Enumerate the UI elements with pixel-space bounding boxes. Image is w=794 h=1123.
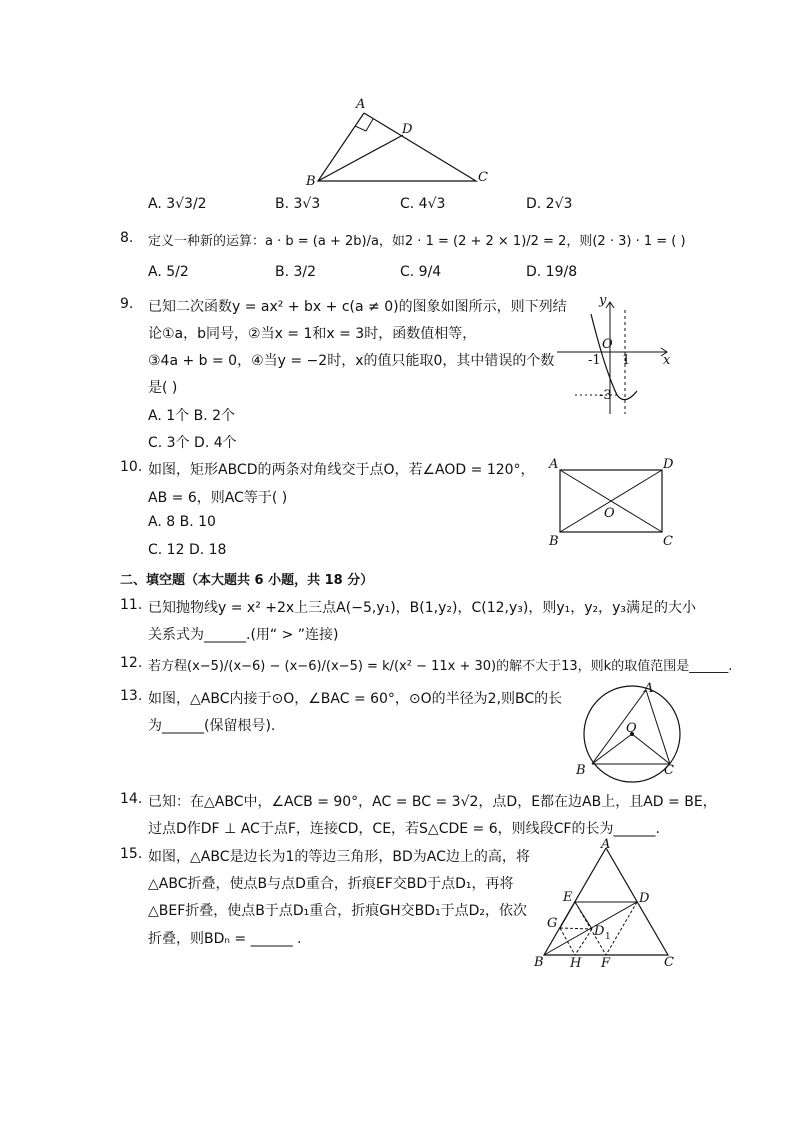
q8-option-a: A. 5/2 (148, 264, 189, 280)
q7-label-C: C (478, 170, 488, 185)
q15-label-E: E (563, 890, 573, 905)
q11-line2: 关系式为______.(用“ > ”连接) (148, 627, 339, 643)
q15-label-B: B (534, 955, 544, 970)
q15-label-D: D (639, 891, 650, 906)
q10-number: 10. (120, 459, 143, 475)
q10-label-D: D (663, 457, 674, 472)
q13-label-O: O (626, 721, 637, 736)
q10-rectangle-figure (545, 455, 680, 550)
q9-options-row1: A. 1个 B. 2个 (148, 408, 236, 424)
q10-line2: AB = 6，则AC等于( ) (148, 490, 288, 506)
q15-label-D1: D (594, 924, 605, 939)
q7-triangle-figure (300, 95, 500, 190)
q15-line4: 折叠，则BDₙ = ______ . (148, 931, 302, 947)
q15-label-F: F (601, 956, 611, 971)
q11-number: 11. (120, 597, 143, 613)
q12-stem: 若方程(x−5)/(x−6) − (x−6)/(x−5) = k/(x² − 11x + 30)的解不大于13，则k的取值范围是______. (148, 659, 733, 674)
q15-label-A: A (601, 838, 611, 852)
q8-option-d: D. 19/8 (526, 264, 578, 280)
q15-label-C: C (664, 955, 674, 970)
q9-graph-origin: O (602, 337, 613, 352)
section-2-title: 二、填空题（本大题共 6 小题，共 18 分） (120, 573, 374, 588)
q7-label-D: D (402, 122, 413, 137)
q7-label-B: B (306, 174, 316, 189)
q7-option-a: A. 3√3/2 (148, 196, 207, 212)
q15-folding-triangle-figure (530, 838, 685, 973)
q9-line3: ③4a + b = 0，④当y = −2时，x的值只能取0，其中错误的个数 (148, 353, 555, 369)
q10-options-row2: C. 12 D. 18 (148, 542, 227, 558)
q9-graph-y: y (599, 293, 607, 308)
q13-number: 13. (120, 688, 143, 704)
q15-number: 15. (120, 846, 143, 862)
q12-number: 12. (120, 655, 143, 671)
q10-label-O: O (604, 506, 615, 521)
q10-options-row1: A. 8 B. 10 (148, 514, 216, 530)
q15-line2: △ABC折叠，使点B与点D重合，折痕EF交BD于点D₁，再将 (148, 876, 514, 892)
q10-label-B: B (549, 534, 559, 549)
q8-option-c: C. 9/4 (400, 264, 442, 280)
q15-label-G: G (547, 916, 558, 931)
q13-line2: 为______(保留根号). (148, 718, 276, 734)
q14-number: 14. (120, 791, 143, 807)
q9-line4: 是( ) (148, 380, 178, 396)
q9-graph-one: 1 (622, 353, 631, 368)
q13-label-B: B (576, 763, 586, 778)
q9-graph-neg1: -1 (588, 353, 601, 368)
q14-line2: 过点D作DF ⊥ AC于点F，连接CD，CE，若S△CDE = 6，则线段CF的长为______. (148, 821, 660, 837)
q13-label-C: C (664, 763, 674, 778)
q15-label-H: H (570, 956, 582, 971)
q8-stem: 定义一种新的运算：a · b = (a + 2b)/a，如2 · 1 = (2 + 2 × 1)/2 = 2，则(2 · 3) · 1 = ( ) (148, 234, 686, 249)
q13-label-A: A (644, 681, 654, 696)
q7-option-b: B. 3√3 (275, 196, 321, 212)
q14-line1: 已知：在△ABC中，∠ACB = 90°，AC = BC = 3√2，点D，E都在边AB上，且AD = BE， (148, 794, 717, 810)
q9-graph-x: x (663, 353, 671, 368)
q15-line3: △BEF折叠，使点B于点D₁重合，折痕GH交BD₁于点D₂，依次 (148, 903, 528, 919)
q10-label-A: A (549, 457, 559, 472)
q10-line1: 如图，矩形ABCD的两条对角线交于点O，若∠AOD = 120°， (148, 462, 535, 478)
q13-line1: 如图，△ABC内接于⊙O，∠BAC = 60°，⊙O的半径为2,则BC的长 (148, 691, 563, 707)
q11-line1: 已知抛物线y = x² +2x上三点A(−5,y₁)，B(1,y₂)，C(12,y₃)，则y₁，y₂，y₃满足的大小 (148, 600, 697, 616)
q13-circle-figure (570, 680, 690, 785)
q8-number: 8. (120, 230, 134, 246)
q15-label-D1-sub: 1 (605, 932, 611, 942)
q8-option-b: B. 3/2 (275, 264, 317, 280)
q7-label-A: A (356, 97, 366, 112)
q9-options-row2: C. 3个 D. 4个 (148, 435, 237, 451)
q9-graph-neg3: -3 (599, 388, 612, 403)
q9-line1: 已知二次函数y = ax² + bx + c(a ≠ 0)的图象如图所示，则下列结 (148, 299, 567, 315)
q7-option-c: C. 4√3 (400, 196, 446, 212)
q9-parabola-graph (555, 290, 675, 420)
q7-option-d: D. 2√3 (526, 196, 573, 212)
q9-number: 9. (120, 296, 134, 312)
q15-line1: 如图，△ABC是边长为1的等边三角形，BD为AC边上的高，将 (148, 849, 530, 865)
q9-line2: 论①a，b同号，②当x = 1和x = 3时，函数值相等， (148, 326, 477, 342)
q10-label-C: C (663, 534, 673, 549)
